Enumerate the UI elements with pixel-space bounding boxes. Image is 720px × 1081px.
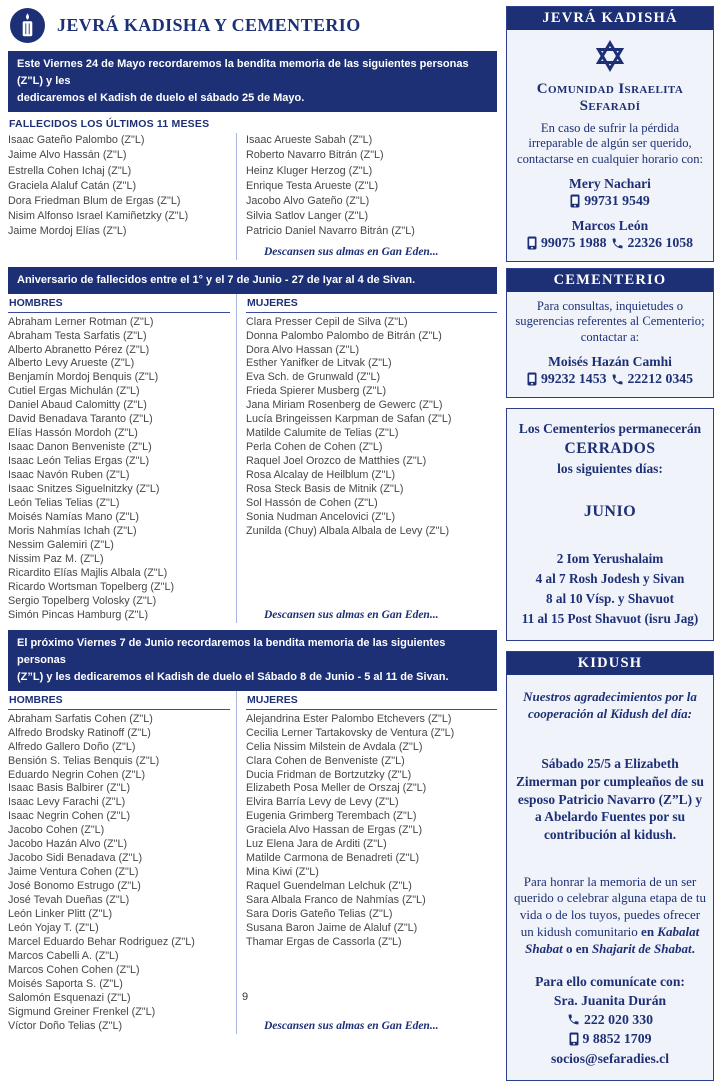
banner-aniversario — [8, 267, 497, 294]
honor-bold: en — [641, 924, 658, 940]
name-list — [8, 133, 230, 239]
list-item: Rosa Steck Basis de Mitnik (Z"L) — [246, 483, 404, 496]
list-item: Matilde Carmona de Benadreti (Z"L) — [246, 852, 420, 865]
page-title: JEVRÁ KADISHA Y CEMENTERIO — [57, 15, 361, 35]
list-item: Alfredo Gallero Doño (Z"L) — [8, 740, 136, 753]
banner-viernes-24 — [8, 51, 497, 112]
cementerio-section — [506, 268, 714, 398]
contact-numbers — [513, 235, 707, 251]
list-item: Daniel Abaud Calomitty (Z"L) — [8, 399, 147, 412]
list-item: Dora Alvo Hassan (Z"L) — [246, 343, 360, 356]
list-item: Alberto Abranetto Pérez (Z"L) — [8, 343, 150, 356]
list-item: Matilde Calumite de Telias (Z"L) — [246, 427, 399, 440]
list-item: Celia Nissim Milstein de Avdala (Z"L) — [246, 740, 423, 753]
cerrados-line3: los siguientes días: — [557, 461, 663, 477]
list-item: José Tevah Dueñas (Z"L) — [8, 894, 130, 907]
list-item: Jaime Alvo Hassán (Z"L) — [8, 149, 127, 162]
list-item: Abraham Testa Sarfatis (Z"L) — [8, 329, 147, 342]
name-list — [8, 713, 230, 1034]
list-item: Elvira Barría Levy de Levy (Z"L) — [246, 796, 399, 809]
list-item: Abraham Lerner Rotman (Z"L) — [8, 315, 154, 328]
banner-line: Aniversario de fallecidos entre el 1° y el 7 de Junio - 27 de Iyar al 4 de Sivan. — [17, 273, 416, 286]
list-item: Moisés Namías Mano (Z"L) — [8, 510, 140, 523]
list-item: Susana Baron Jaime de Alaluf (Z"L) — [246, 922, 418, 935]
list-item: Elías Hassón Mordoh (Z"L) — [8, 427, 138, 440]
gan-eden-footer: Descansen sus almas en Gan Eden... — [264, 245, 439, 258]
list-item: Eugenia Grimberg Terembach (Z"L) — [246, 810, 417, 823]
jevra-kadisha-header: JEVRÁ KADISHÁ — [507, 7, 713, 30]
list-item: Cecilia Lerner Tartakovsky de Ventura (Z"L) — [246, 726, 455, 739]
section2-mujeres-column — [236, 294, 497, 623]
list-item: 11 al 15 Post Shavuot (isru Jag) — [521, 610, 699, 626]
list-item: Heinz Kluger Herzog (Z"L) — [246, 164, 373, 177]
banner-line: dedicaremos el Kadish de duelo el sábado 25 de Mayo. — [17, 92, 305, 105]
list-item: Luz Elena Jara de Arditi (Z"L) — [246, 838, 387, 851]
list-item: Moris Nahmías Ichah (Z"L) — [8, 524, 137, 537]
list-item: Graciela Alaluf Catán (Z"L) — [8, 179, 137, 192]
list-item: Raquel Guendelman Lelchuk (Z"L) — [246, 880, 412, 893]
list-item: Jana Miriam Rosenberg de Gewerc (Z"L) — [246, 399, 443, 412]
list-item: Víctor Doño Telias (Z"L) — [8, 1019, 123, 1032]
contact-numbers — [513, 193, 707, 209]
section2-lists — [8, 294, 497, 623]
list-item: Clara Cohen de Benveniste (Z"L) — [246, 754, 405, 767]
cerrados-line1: Los Cementerios permanecerán — [518, 421, 702, 437]
list-item: Nisim Alfonso Israel Kamiñetzky (Z"L) — [8, 210, 189, 223]
list-item: Enrique Testa Arueste (Z"L) — [246, 179, 379, 192]
star-of-david-icon — [513, 37, 707, 79]
honor-italic: Kabalat Shabat — [525, 924, 700, 957]
list-item: Nissim Paz M. (Z"L) — [8, 552, 104, 565]
list-item: Simón Pincas Hamburg (Z"L) — [8, 608, 149, 621]
contact-name: Mery Nachari — [569, 176, 651, 192]
honor-period: . — [691, 941, 695, 957]
mobile-number: 9 8852 1709 — [582, 1031, 652, 1047]
list-item: Donna Palombo Palombo de Bitrán (Z"L) — [246, 329, 442, 342]
list-item: Alejandrina Ester Palombo Etchevers (Z"L) — [246, 712, 452, 725]
honor-text: Para honrar la memoria de un ser querido o celebrar alguna etapa de tu vida o de los tuyos, puedes ofrecer un kidush comunitario — [513, 873, 707, 940]
cementerio-box — [507, 292, 713, 397]
list-item: Ricardo Wortsman Topelberg (Z"L) — [8, 580, 175, 593]
list-item: Raquel Joel Orozco de Matthies (Z"L) — [246, 455, 427, 468]
list-item: Lucía Bringeissen Karpman de Safan (Z"L) — [246, 413, 452, 426]
sidebar — [506, 6, 714, 1081]
cerrados-month: JUNIO — [583, 503, 637, 521]
kidush-thanks: Nuestros agradecimientos por la cooperación al Kidush del día: — [523, 689, 697, 722]
list-item: Thamar Ergas de Cassorla (Z"L) — [246, 935, 402, 948]
mobile-phone-icon — [570, 194, 580, 208]
list-item: Isaac Gateño Palombo (Z"L) — [8, 134, 145, 147]
kidush-header: KIDUSH — [507, 652, 713, 675]
list-item: Nessim Galemiri (Z"L) — [8, 538, 114, 551]
list-item: Salomón Esquenazi (Z"L) — [8, 991, 131, 1004]
list-item: Perla Cohen de Cohen (Z"L) — [246, 441, 383, 454]
kidush-honor-text — [513, 874, 707, 958]
list-item: 2 Iom Yerushalaim — [556, 551, 664, 567]
list-item: Alfredo Brodsky Ratinoff (Z"L) — [8, 726, 151, 739]
list-item: Jacobo Sidi Benadava (Z"L) — [8, 852, 143, 865]
list-item: Rosa Alcalay de Heilblum (Z"L) — [246, 469, 396, 482]
list-item: Isaac León Telias Ergas (Z"L) — [8, 455, 150, 468]
list-item: Isaac Arueste Sabah (Z"L) — [246, 134, 373, 147]
list-item: Clara Presser Cepil de Silva (Z"L) — [246, 315, 408, 328]
phone-number: 222 020 330 — [584, 1012, 653, 1028]
cementerio-text: Para consultas, inquietudes o sugerencias referentes al Cementerio; contactar a: — [515, 299, 705, 344]
honor-italic: Shajarit de Shabat — [591, 941, 692, 957]
list-item: León Yojay T. (Z"L) — [8, 922, 99, 935]
list-item: José Bonomo Estrugo (Z"L) — [8, 880, 141, 893]
mobile-phone-icon — [527, 372, 537, 386]
section1-lists — [8, 133, 497, 259]
section1-right-column — [236, 133, 497, 259]
mobile-number: 99731 9549 — [584, 193, 650, 209]
list-item: Zunilda (Chuy) Albala Albala de Levy (Z"L) — [246, 524, 450, 537]
phone-handset-icon — [611, 237, 624, 250]
cerrados-line2: CERRADOS — [564, 440, 656, 458]
jevra-kadisha-section — [506, 6, 714, 262]
phone-handset-icon — [567, 1013, 580, 1026]
list-item: Ducia Fridman de Bortzutzky (Z"L) — [246, 768, 412, 781]
contact-name: Marcos León — [571, 218, 649, 234]
list-item: Marcel Eduardo Behar Rodriguez (Z"L) — [8, 935, 195, 948]
list-item: Jaime Mordoj Elías (Z"L) — [8, 225, 127, 238]
list-item: Jacobo Alvo Gateño (Z"L) — [246, 194, 370, 207]
list-item: Graciela Alvo Hassan de Ergas (Z"L) — [246, 824, 423, 837]
page-header — [8, 6, 497, 49]
jevra-kadisha-box — [507, 30, 713, 261]
list-item: Isaac Basis Balbirer (Z"L) — [8, 782, 131, 795]
list-item: Eva Sch. de Grunwald (Z"L) — [246, 371, 381, 384]
list-item: Moisés Saporta S. (Z"L) — [8, 977, 123, 990]
honor-bold: o en — [562, 941, 592, 957]
name-list — [246, 316, 497, 539]
list-item: Isaac Negrin Cohen (Z"L) — [8, 810, 131, 823]
section1-heading: FALLECIDOS LOS ÚLTIMOS 11 MESES — [9, 118, 210, 131]
list-item: Sonia Nudman Ancelovici (Z"L) — [246, 510, 396, 523]
list-item: Eduardo Negrin Cohen (Z"L) — [8, 768, 146, 781]
cerrados-dates — [511, 549, 709, 628]
phone-handset-icon — [611, 373, 624, 386]
list-item: Roberto Navarro Bitrán (Z"L) — [246, 149, 384, 162]
list-item: Alberto Levy Arueste (Z"L) — [8, 357, 135, 370]
kidush-section — [506, 651, 714, 1080]
mobile-number: 99232 1453 — [540, 371, 607, 387]
list-item: Sara Doris Gateño Telias (Z"L) — [246, 908, 393, 921]
section1-left-column — [8, 133, 236, 259]
list-item: Abraham Sarfatis Cohen (Z"L) — [8, 712, 153, 725]
list-item: Sergio Topelberg Volosky (Z"L) — [8, 594, 157, 607]
list-item: Marcos Cohen Cohen (Z"L) — [8, 963, 140, 976]
list-item: Cutiel Ergas Michulán (Z"L) — [8, 385, 140, 398]
section3-hombres-column — [8, 691, 236, 1034]
list-item: Elizabeth Posa Meller de Orszaj (Z"L) — [246, 782, 427, 795]
contact-name: Moisés Hazán Camhi — [548, 354, 672, 370]
kidush-mobile-row — [513, 1029, 707, 1048]
list-item: Sigmund Greiner Frenkel (Z"L) — [8, 1005, 156, 1018]
list-item: Benjamín Mordoj Benquis (Z"L) — [8, 371, 159, 384]
list-item: Jacobo Cohen (Z"L) — [8, 824, 105, 837]
kidush-contact-block — [513, 972, 707, 1068]
list-item: Isaac Danon Benveniste (Z"L) — [8, 441, 152, 454]
list-item: Mina Kiwi (Z"L) — [246, 866, 319, 879]
mobile-phone-icon — [569, 1032, 579, 1046]
list-item: Esther Yanifker de Litvak (Z"L) — [246, 357, 392, 370]
banner-viernes-7 — [8, 630, 497, 691]
list-item: David Benadava Taranto (Z"L) — [8, 413, 153, 426]
list-item: Ricardito Elías Majlis Albala (Z"L) — [8, 566, 168, 579]
name-list — [8, 316, 230, 623]
column-header-mujeres: MUJERES — [246, 294, 497, 313]
section3-lists — [8, 691, 497, 1034]
phone-number: 22326 1058 — [627, 235, 694, 251]
name-list — [246, 713, 497, 950]
mobile-number: 99075 1988 — [540, 235, 607, 251]
list-item: Jacobo Hazán Alvo (Z"L) — [8, 838, 128, 851]
list-item: 4 al 7 Rosh Jodesh y Sivan — [535, 570, 685, 586]
list-item: León Linker Plitt (Z"L) — [8, 908, 113, 921]
cementerios-cerrados-box — [506, 408, 714, 641]
list-item: Isaac Levy Farachi (Z"L) — [8, 796, 126, 809]
kidush-phone-row — [513, 1010, 707, 1029]
list-item: Jaime Ventura Cohen (Z"L) — [8, 866, 139, 879]
banner-line: Este Viernes 24 de Mayo recordaremos la bendita memoria de las siguientes personas (Z"L) y les — [17, 58, 469, 88]
list-item: Frieda Spierer Musberg (Z"L) — [246, 385, 387, 398]
kidush-detail: Sábado 25/5 a Elizabeth Zimerman por cumpleaños de su esposo Patricio Navarro (Z”L) y a Abelardo Fuentes por su contribución al kidush. — [516, 756, 704, 842]
list-item: Isaac Snitzes Siguelnitzky (Z"L) — [8, 483, 160, 496]
mobile-phone-icon — [527, 236, 537, 250]
org-name: Comunidad Israelita Sefaradí — [536, 81, 684, 114]
kidush-email: socios@sefaradies.cl — [551, 1050, 669, 1066]
list-item: Sol Hassón de Cohen (Z"L) — [246, 497, 378, 509]
kidush-box — [507, 675, 713, 1079]
section2-hombres-column — [8, 294, 236, 623]
list-item: Patricio Daniel Navarro Bitrán (Z"L) — [246, 225, 415, 238]
banner-line: El próximo Viernes 7 de Junio recordaremos la bendita memoria de las siguientes personas — [17, 636, 446, 666]
list-item: Dora Friedman Blum de Ergas (Z"L) — [8, 194, 181, 207]
column-header-mujeres: MUJERES — [246, 691, 497, 710]
list-item: Estrella Cohen Ichaj (Z"L) — [8, 164, 132, 177]
gan-eden-footer: Descansen sus almas en Gan Eden... — [264, 608, 439, 621]
main-column — [8, 6, 497, 1081]
column-header-hombres: HOMBRES — [8, 691, 230, 710]
kidush-contact-name: Sra. Juanita Durán — [553, 993, 667, 1009]
kidush-contact-label: Para ello comunícate con: — [535, 974, 685, 990]
jevra-text: En caso de sufrir la pérdida irreparable de algún ser querido, contactarse en cualquier horario con: — [516, 121, 704, 166]
list-item: 8 al 10 Vísp. y Shavuot — [545, 590, 674, 606]
gan-eden-footer: Descansen sus almas en Gan Eden... — [264, 1019, 439, 1032]
section3-mujeres-column — [236, 691, 497, 1034]
column-header-hombres: HOMBRES — [8, 294, 230, 313]
memorial-candle-icon — [10, 8, 45, 43]
list-item: Bensión S. Telias Benquis (Z"L) — [8, 754, 160, 767]
cementerio-header: CEMENTERIO — [507, 269, 713, 292]
name-list — [246, 133, 497, 239]
list-item: Isaac Navón Ruben (Z"L) — [8, 469, 130, 482]
phone-number: 22212 0345 — [627, 371, 694, 387]
list-item: Marcos Cabelli A. (Z"L) — [8, 949, 119, 962]
list-item: Sara Albala Franco de Nahmías (Z"L) — [246, 894, 426, 907]
list-item: Silvia Satlov Langer (Z"L) — [246, 210, 369, 223]
list-item: León Telias Telias (Z"L) — [8, 497, 120, 509]
contact-numbers — [513, 371, 707, 387]
page-number: 9 — [241, 991, 249, 1003]
banner-line: (Z”L) y les dedicaremos el Kadish de duelo el Sábado 8 de Junio - 5 al 11 de Sivan. — [17, 670, 449, 683]
